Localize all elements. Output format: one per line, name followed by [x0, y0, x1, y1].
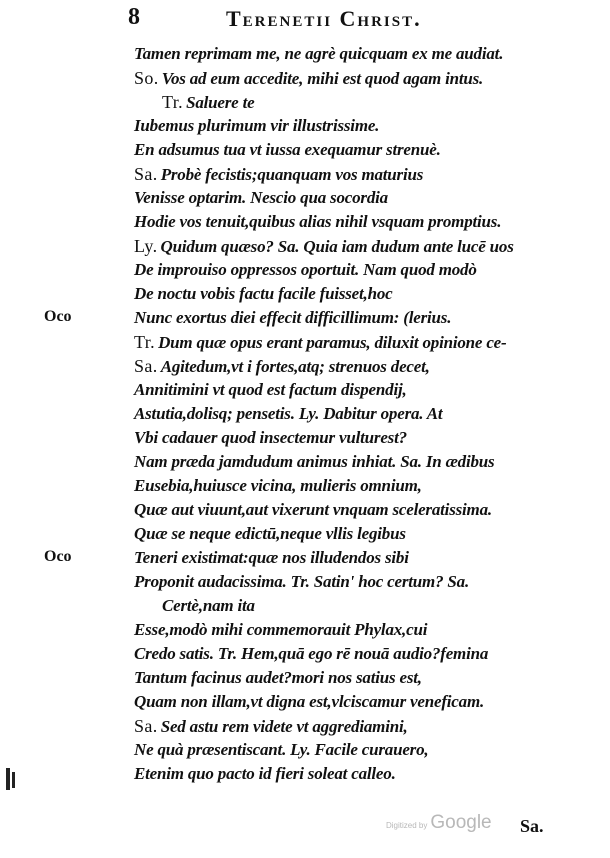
verse-line: [134, 234, 584, 258]
verse-line: [134, 90, 584, 114]
verse-text: Probè fecistis;quanquam vos maturius: [160, 165, 424, 184]
verse-line: [134, 570, 584, 594]
verse-line: [134, 282, 584, 306]
play-text: [134, 42, 584, 786]
verse-line: [134, 450, 584, 474]
verse-text: Sed astu rem videte vt aggrediamini,: [160, 717, 408, 736]
verse-text: Vos ad eum accedite, mihi est quod agam intus.: [161, 69, 484, 88]
verse-text: Esse,modò mihi commemorauit Phylax,cui: [134, 620, 428, 639]
verse-line: [134, 138, 584, 162]
verse-line: [134, 642, 584, 666]
verse-text: Astutia,dolisq; pensetis. Ly. Dabitur opera. At: [134, 404, 443, 423]
verse-text: Etenim quo pacto id fieri soleat calleo.: [134, 764, 396, 783]
speaker-label: So.: [134, 68, 159, 88]
verse-line: [134, 402, 584, 426]
verse-text: Certè,nam ita: [162, 596, 255, 615]
verse-line: [134, 690, 584, 714]
verse-line: [134, 426, 584, 450]
verse-text: Quæ se neque edictū,neque vllis legibus: [134, 524, 406, 543]
page-header: [128, 4, 588, 34]
verse-line: [134, 762, 584, 786]
verse-line: [134, 378, 584, 402]
verse-line: [134, 474, 584, 498]
verse-line: [134, 186, 584, 210]
speaker-label: Tr.: [134, 332, 156, 352]
verse-line: [134, 42, 584, 66]
verse-line: [134, 114, 584, 138]
verse-line: [134, 714, 584, 738]
verse-text: Tamen reprimam me, ne agrè quicquam ex me audiat.: [134, 44, 504, 63]
google-watermark: [386, 812, 492, 834]
verse-line: [134, 498, 584, 522]
speaker-label: Ly.: [134, 236, 158, 256]
speaker-label: Sa.: [134, 716, 158, 736]
edge-mark: [12, 772, 15, 788]
page-number: 8: [128, 4, 140, 30]
verse-text: Tantum facinus audet?mori nos satius est,: [134, 668, 422, 687]
verse-line: [134, 738, 584, 762]
verse-line: [134, 66, 584, 90]
verse-line: [134, 546, 584, 570]
margin-note: Oco: [44, 548, 72, 565]
verse-text: Dum quæ opus erant paramus, diluxit opinione ce-: [158, 333, 507, 352]
verse-line: [134, 618, 584, 642]
verse-text: Quam non illam,vt digna est,vlciscamur veneficam.: [134, 692, 485, 711]
verse-text: En adsumus tua vt iussa exequamur strenuè.: [134, 140, 441, 159]
verse-text: Proponit audacissima. Tr. Satin' hoc certum? Sa.: [134, 572, 470, 591]
verse-text: Saluere te: [186, 93, 255, 112]
verse-line: [134, 306, 584, 330]
verse-text: Nam præda jamdudum animus inhiat. Sa. In ædibus: [134, 452, 495, 471]
verse-text: Eusebia,huiusce vicina, mulieris omnium,: [134, 476, 422, 495]
verse-text: Venisse optarim. Nescio qua socordia: [134, 188, 388, 207]
verse-text: Ne quà præsentiscant. Ly. Facile curauero,: [134, 740, 429, 759]
verse-text: De noctu vobis factu facile fuisset,hoc: [134, 284, 393, 303]
verse-text: Nunc exortus diei effecit difficillimum: (lerius.: [134, 308, 452, 327]
verse-text: Iubemus plurimum vir illustrissime.: [134, 116, 380, 135]
verse-line: [134, 594, 584, 618]
watermark-logo: Google: [430, 812, 492, 833]
verse-text: Teneri existimat:quæ nos illudendos sibi: [134, 548, 409, 567]
verse-text: De improuiso oppressos oportuit. Nam quod modò: [134, 260, 477, 279]
verse-text: Credo satis. Tr. Hem,quā ego rē nouā audio?femina: [134, 644, 489, 663]
verse-line: [134, 330, 584, 354]
verse-line: [134, 210, 584, 234]
verse-text: Agitedum,vt i fortes,atq; strenuos decet,: [160, 357, 430, 376]
verse-line: [134, 354, 584, 378]
catchword: Sa.: [520, 816, 544, 836]
running-title: Terenetii Christ.: [226, 6, 422, 31]
verse-text: Annitimini vt quod est factum dispendij,: [134, 380, 407, 399]
verse-text: Vbi cadauer quod insectemur vulturest?: [134, 428, 407, 447]
verse-line: [134, 162, 584, 186]
verse-line: [134, 522, 584, 546]
speaker-label: Sa.: [134, 164, 158, 184]
edge-mark: [6, 768, 10, 790]
margin-note: Oco: [44, 308, 72, 325]
speaker-label: Tr.: [162, 92, 184, 112]
verse-line: [134, 666, 584, 690]
verse-line: [134, 258, 584, 282]
verse-text: Quidum quæso? Sa. Quia iam dudum ante lucē uos: [160, 237, 514, 256]
speaker-label: Sa.: [134, 356, 158, 376]
watermark-prefix: Digitized by: [386, 821, 428, 830]
verse-text: Quæ aut viuunt,aut vixerunt vnquam sceleratissima.: [134, 500, 492, 519]
verse-text: Hodie vos tenuit,quibus alias nihil vsquam promptius.: [134, 212, 502, 231]
